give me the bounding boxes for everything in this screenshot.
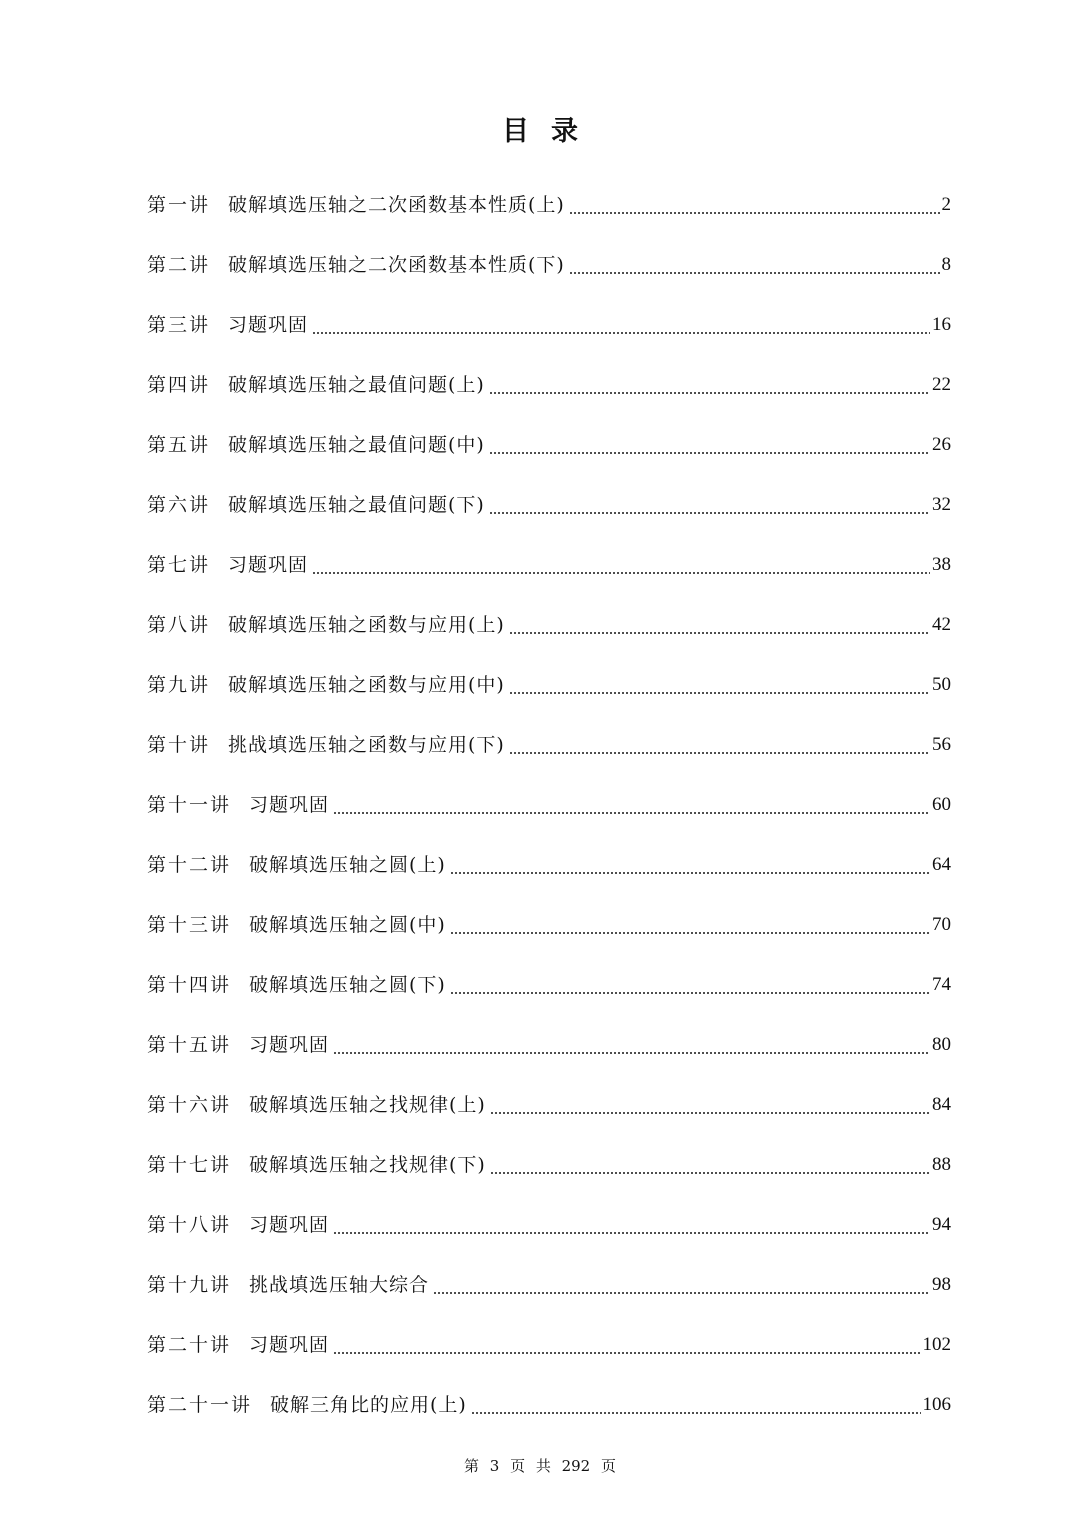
toc-lecture-number: 第三讲 [147,314,211,336]
toc-page-number: 74 [932,974,951,995]
toc-page-number: 80 [932,1034,951,1055]
toc-entry[interactable] [147,175,951,235]
toc-lecture-number: 第十一讲 [147,794,232,816]
toc-dot-leader [450,872,930,874]
toc-entry[interactable] [147,1015,951,1075]
toc-topic: 习题巩固 [249,1334,330,1356]
toc-lecture-number: 第七讲 [147,554,211,576]
toc-topic: 破解填选压轴之圆(中) [249,914,446,936]
toc-entry[interactable] [147,475,951,535]
toc-topic: 破解填选压轴之二次函数基本性质(下) [228,254,565,276]
toc-entry[interactable] [147,655,951,715]
toc-page-number: 16 [932,314,951,335]
toc-page-number: 102 [922,1334,951,1355]
toc-dot-leader [450,992,930,994]
toc-lecture-number: 第九讲 [147,674,211,696]
toc-entry[interactable] [147,1315,951,1375]
toc-entry[interactable] [147,1255,951,1315]
toc-dot-leader [471,1412,921,1414]
toc-page-number: 2 [941,194,951,215]
toc-lecture-number: 第五讲 [147,434,211,456]
toc-page-number: 98 [932,1274,951,1295]
toc-dot-leader [312,572,930,574]
toc-entry[interactable] [147,415,951,475]
toc-page-number: 42 [932,614,951,635]
toc-entry[interactable] [147,235,951,295]
toc-dot-leader [509,632,930,634]
toc-dot-leader [569,212,940,214]
page-footer: 第 3 页 共 292 页 [463,1457,616,1475]
table-of-contents [147,175,951,1435]
toc-entry[interactable] [147,955,951,1015]
toc-lecture-number: 第二十讲 [147,1334,232,1356]
toc-topic: 破解填选压轴之二次函数基本性质(上) [228,194,565,216]
toc-lecture-number: 第十七讲 [147,1154,232,1176]
toc-page-number: 94 [932,1214,951,1235]
toc-page-number: 8 [941,254,951,275]
toc-entry[interactable] [147,295,951,355]
toc-topic: 挑战填选压轴大综合 [249,1274,430,1296]
toc-lecture-number: 第四讲 [147,374,211,396]
toc-lecture-number: 第十讲 [147,734,211,756]
toc-topic: 习题巩固 [249,1214,330,1236]
toc-lecture-number: 第十六讲 [147,1094,232,1116]
toc-dot-leader [433,1292,930,1294]
toc-lecture-number: 第二十一讲 [147,1394,253,1416]
toc-dot-leader [333,1052,930,1054]
toc-page-number: 22 [932,374,951,395]
toc-page-number: 26 [932,434,951,455]
toc-entry[interactable] [147,355,951,415]
toc-dot-leader [489,392,930,394]
toc-dot-leader [450,932,930,934]
toc-entry[interactable] [147,835,951,895]
toc-topic: 破解填选压轴之找规律(上) [249,1094,486,1116]
toc-dot-leader [509,692,930,694]
toc-page-number: 88 [932,1154,951,1175]
toc-dot-leader [312,332,930,334]
toc-page-number: 60 [932,794,951,815]
toc-entry[interactable] [147,1135,951,1195]
toc-entry[interactable] [147,715,951,775]
toc-lecture-number: 第十四讲 [147,974,232,996]
toc-dot-leader [333,812,930,814]
toc-topic: 破解填选压轴之找规律(下) [249,1154,486,1176]
toc-lecture-number: 第一讲 [147,194,211,216]
toc-entry[interactable] [147,895,951,955]
toc-topic: 破解填选压轴之函数与应用(中) [228,674,505,696]
toc-lecture-number: 第六讲 [147,494,211,516]
toc-page-number: 70 [932,914,951,935]
toc-dot-leader [333,1352,920,1354]
toc-topic: 破解填选压轴之圆(下) [249,974,446,996]
toc-page-number: 38 [932,554,951,575]
toc-entry[interactable] [147,1375,951,1435]
toc-lecture-number: 第十九讲 [147,1274,232,1296]
toc-lecture-number: 第十八讲 [147,1214,232,1236]
toc-topic: 破解填选压轴之圆(上) [249,854,446,876]
toc-entry[interactable] [147,535,951,595]
page-title: 目录 [502,116,600,147]
toc-dot-leader [489,452,930,454]
toc-lecture-number: 第十二讲 [147,854,232,876]
toc-lecture-number: 第二讲 [147,254,211,276]
toc-topic: 破解填选压轴之最值问题(下) [228,494,485,516]
toc-dot-leader [489,512,930,514]
toc-dot-leader [569,272,940,274]
toc-page-number: 32 [932,494,951,515]
toc-entry[interactable] [147,775,951,835]
toc-topic: 破解三角比的应用(上) [270,1394,467,1416]
toc-dot-leader [333,1232,930,1234]
toc-topic: 习题巩固 [249,794,330,816]
toc-page-number: 64 [932,854,951,875]
toc-lecture-number: 第十五讲 [147,1034,232,1056]
toc-dot-leader [490,1172,930,1174]
toc-entry[interactable] [147,1075,951,1135]
toc-topic: 挑战填选压轴之函数与应用(下) [228,734,505,756]
toc-entry[interactable] [147,595,951,655]
toc-entry[interactable] [147,1195,951,1255]
toc-topic: 破解填选压轴之函数与应用(上) [228,614,505,636]
toc-page-number: 50 [932,674,951,695]
toc-topic: 习题巩固 [228,554,309,576]
toc-topic: 破解填选压轴之最值问题(上) [228,374,485,396]
toc-topic: 破解填选压轴之最值问题(中) [228,434,485,456]
toc-dot-leader [509,752,930,754]
toc-topic: 习题巩固 [249,1034,330,1056]
toc-page-number: 84 [932,1094,951,1115]
toc-page-number: 106 [922,1394,951,1415]
toc-lecture-number: 第八讲 [147,614,211,636]
toc-page-number: 56 [932,734,951,755]
toc-lecture-number: 第十三讲 [147,914,232,936]
toc-dot-leader [490,1112,930,1114]
toc-topic: 习题巩固 [228,314,309,336]
